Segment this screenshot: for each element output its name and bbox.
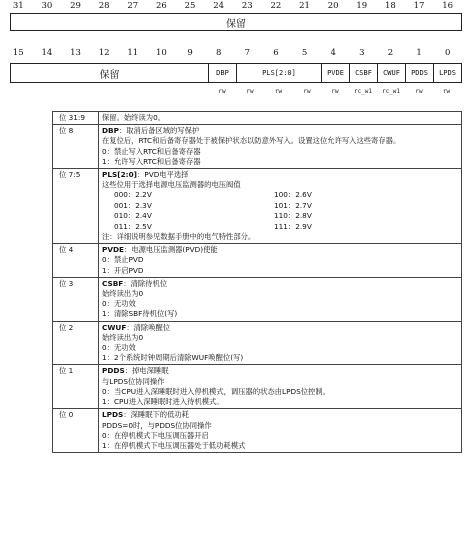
description-heading	[102, 410, 458, 420]
access-type: rc_w1	[353, 88, 373, 95]
bit-number: 13	[70, 48, 81, 58]
description-row	[53, 321, 462, 365]
bit-number: 12	[98, 48, 110, 58]
field-name: DBP	[102, 126, 119, 136]
bit-description	[99, 125, 462, 169]
description-line: 0：当CPU进入深睡眠时进入停机模式，调压器的状态由LPDS位控制。	[102, 386, 330, 396]
bit-number: 26	[156, 1, 167, 11]
field-title: ：深睡眠下的低功耗	[123, 410, 189, 420]
bit-description	[99, 169, 462, 244]
access-type: rw	[303, 88, 311, 95]
description-line: 在复位后，RTC和后备寄存器处于被保护状态以防意外写入。设置这位允许写入这些寄存器。	[102, 136, 401, 146]
description-line: 1：2个系统时钟周期后清除WUF唤醒位(写)	[102, 353, 244, 363]
bit-number: 16	[442, 1, 454, 11]
description-line: 这些位用于选择电源电压监测器的电压阀值	[102, 180, 241, 190]
bit-number: 31	[12, 1, 24, 11]
bit-range: 位 3	[53, 277, 99, 321]
voltage-level: 000：2.2V	[114, 190, 152, 200]
field-name: PVDE	[102, 245, 125, 255]
bit-description	[99, 244, 462, 278]
bit-number: 23	[241, 1, 253, 11]
bit-number: 17	[413, 1, 425, 11]
description-line: 0：在停机模式下电压调压器开启	[102, 430, 209, 440]
bit-numbers-high	[0, 1, 466, 12]
bit-description	[99, 321, 462, 365]
dbp-field: DBP	[209, 64, 237, 82]
access-type: rw	[246, 88, 254, 95]
bit-number: 6	[273, 48, 279, 58]
reserved-field-low: 保留	[11, 64, 209, 82]
register-low-half	[10, 63, 462, 83]
access-type: rw	[415, 88, 423, 95]
bit-range: 位 4	[53, 244, 99, 278]
description-line: 1：清除SBF待机位(写)	[102, 309, 178, 319]
pdds-field: PDDS	[406, 64, 434, 82]
description-heading	[102, 170, 458, 180]
bit-number: 4	[330, 48, 336, 58]
description-line: 1：允许写入RTC和后备寄存器	[102, 156, 201, 166]
bit-numbers-low	[0, 48, 466, 59]
register-high-half	[10, 13, 462, 31]
bit-range: 位 8	[53, 125, 99, 169]
bit-number: 8	[215, 48, 222, 58]
bit-number: 30	[41, 1, 53, 11]
description-row	[53, 277, 462, 321]
voltage-level: 010：2.4V	[114, 211, 152, 221]
description-line: 始终读出为0	[102, 289, 144, 299]
bit-number: 5	[301, 48, 308, 58]
bit-number: 1	[416, 48, 422, 58]
description-line: 1：在停机模式下电压调压器处于低功耗模式	[102, 440, 246, 450]
bit-description	[99, 409, 462, 453]
bit-number: 15	[12, 48, 24, 58]
field-title: ：取消后备区域的写保护	[118, 126, 200, 136]
description-line: 1：开启PVD	[102, 265, 144, 275]
voltage-level: 110：2.8V	[274, 211, 312, 221]
cwuf-field: CWUF	[378, 64, 406, 82]
bit-number: 10	[156, 48, 167, 58]
description-line: 与LPDS位协同操作	[102, 376, 165, 386]
description-line: 0：禁止PVD	[102, 255, 144, 265]
bit-range: 位 0	[53, 409, 99, 453]
description-heading	[102, 279, 458, 289]
field-title: ：电源电压监测器(PVD)使能	[124, 245, 218, 255]
csbf-field: CSBF	[350, 64, 378, 82]
bit-number: 7	[244, 48, 251, 58]
bit-number: 3	[359, 48, 365, 58]
description-row	[53, 112, 462, 125]
bit-number: 27	[127, 1, 139, 11]
voltage-level: 101：2.7V	[274, 200, 312, 210]
lpds-field: LPDS	[439, 69, 456, 77]
bit-number: 24	[213, 1, 225, 11]
description-heading	[102, 323, 458, 333]
description-line: 0：禁止写入RTC和后备寄存器	[102, 146, 201, 156]
bit-description	[99, 365, 462, 409]
bit-number: 11	[127, 48, 139, 58]
bit-number: 0	[444, 48, 451, 58]
description-line: PDDS=0时，与PDDS位协同操作	[102, 420, 212, 430]
bit-number: 21	[299, 1, 310, 11]
description-row	[53, 169, 462, 244]
voltage-level: 001：2.3V	[114, 200, 152, 210]
field-name: CSBF	[102, 278, 124, 288]
access-type: rw	[331, 88, 339, 95]
field-name: LPDS	[102, 410, 124, 420]
access-type: rw	[274, 88, 283, 95]
access-type: rw	[442, 88, 451, 95]
description-line: 0：无功效	[102, 299, 136, 309]
field-title: 保留。始终读为0。	[102, 113, 166, 122]
note-line: 注：详细说明参见数据手册中的电气特性部分。	[102, 232, 256, 242]
bit-number: 25	[184, 1, 196, 11]
bit-number: 14	[41, 48, 53, 58]
bit-number: 2	[387, 48, 394, 58]
field-name: PLS[2:0]	[102, 170, 137, 180]
description-heading	[102, 126, 458, 136]
description-row	[53, 365, 462, 409]
bit-number: 18	[385, 1, 396, 11]
description-line: 0：无功效	[102, 343, 136, 353]
field-title: ：掉电深睡眠	[124, 366, 169, 376]
pls-field: PLS[2:0]	[237, 64, 322, 82]
description-row	[53, 125, 462, 169]
description-row	[53, 244, 462, 278]
description-line: 1：CPU进入深睡眠时进入待机模式。	[102, 397, 224, 407]
access-type: rw	[218, 88, 226, 95]
bit-number: 29	[70, 1, 81, 11]
field-name: PDDS	[102, 366, 125, 376]
bit-range: 位 2	[53, 321, 99, 365]
voltage-level: 100：2.6V	[274, 190, 312, 200]
bit-number: 28	[98, 1, 110, 11]
pvde-field: PVDE	[322, 64, 350, 82]
description-heading	[102, 245, 458, 255]
bit-range: 位 31:9	[53, 112, 99, 125]
voltage-level: 011：2.5V	[114, 221, 152, 231]
bit-range: 位 1	[53, 365, 99, 409]
bit-description	[99, 277, 462, 321]
bit-number: 22	[270, 1, 282, 11]
voltage-level: 111：2.9V	[274, 221, 312, 231]
description-heading	[102, 113, 458, 123]
field-title: ：PVD电平选择	[137, 170, 189, 180]
bit-number: 9	[187, 48, 193, 58]
bit-range: 位 7:5	[53, 169, 99, 244]
reserved-field-high: 保留	[226, 18, 246, 30]
field-title: ：清除待机位	[123, 278, 168, 288]
voltage-level-list	[102, 190, 458, 232]
field-name: CWUF	[102, 322, 127, 332]
access-type: rc_w1	[381, 88, 401, 95]
description-line: 始终读出为0	[102, 332, 144, 342]
description-heading	[102, 366, 458, 376]
bit-description	[99, 112, 462, 125]
access-types-row	[10, 87, 462, 97]
description-row	[53, 409, 462, 453]
bit-description-table	[52, 111, 462, 453]
field-title: ：清除唤醒位	[126, 322, 171, 332]
bit-number: 19	[356, 1, 368, 11]
bit-number: 20	[327, 1, 339, 11]
